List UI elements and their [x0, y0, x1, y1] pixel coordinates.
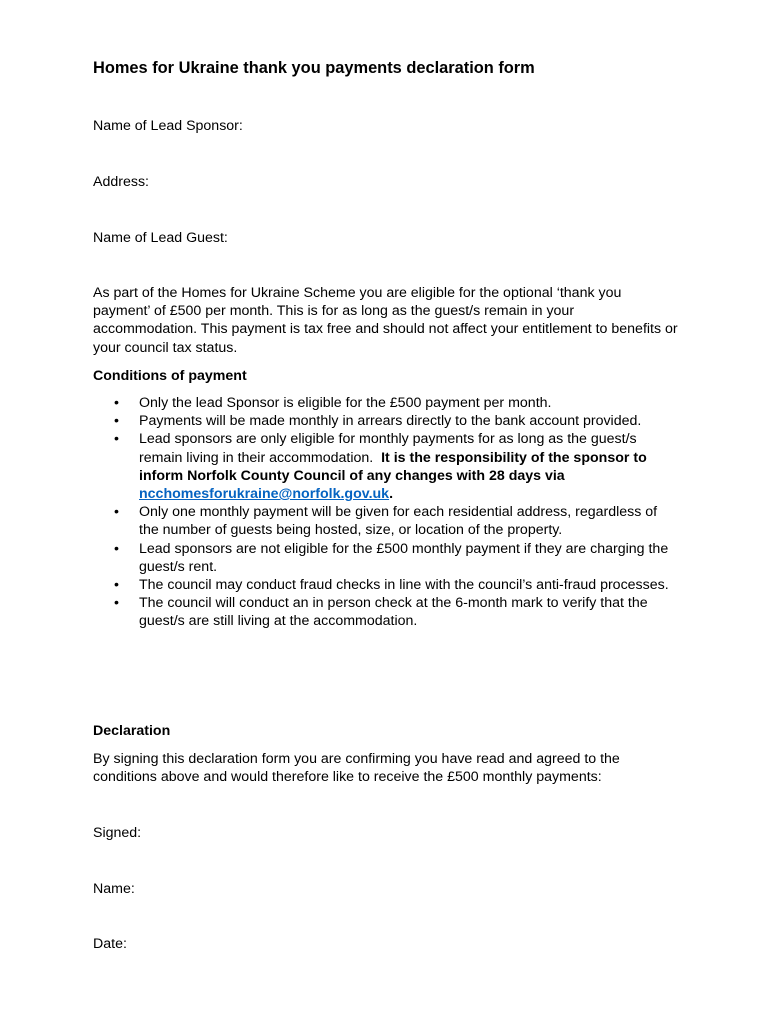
signed-field-label: Signed: — [93, 825, 142, 841]
condition-text: The council will conduct an in person check at the 6-month mark to verify that the guest/s are still living at the accommodation. — [139, 595, 648, 630]
lead-sponsor-field-label: Name of Lead Sponsor: — [93, 118, 243, 134]
bullet-icon: • — [114, 595, 119, 612]
page-title: Homes for Ukraine thank you payments declaration form — [93, 59, 535, 77]
intro-paragraph: As part of the Homes for Ukraine Scheme you are eligible for the optional ‘thank you payment’ of £500 per month. This is for as long as the guest/s remain in your accommodation. This payment is tax free and should not affect your entitlement to benefits or your council tax status. — [93, 285, 678, 356]
list-item — [93, 594, 678, 630]
list-item — [93, 430, 678, 503]
responsibility-notice: It is the responsibility of the sponsor to inform Norfolk County Council of any changes with 28 days via — [139, 449, 647, 484]
declaration-heading: Declaration — [93, 723, 171, 739]
date-field-label: Date: — [93, 936, 127, 952]
list-item — [93, 540, 678, 576]
bullet-icon: • — [114, 395, 119, 411]
bullet-icon: • — [114, 431, 119, 448]
condition-text: Lead sponsors are not eligible for the £500 monthly payment if they are charging the guest/s rent. — [139, 540, 669, 575]
condition-text: The council may conduct fraud checks in line with the council’s anti-fraud processes. — [139, 577, 669, 594]
address-field-label: Address: — [93, 174, 149, 190]
list-item — [93, 576, 678, 594]
conditions-heading: Conditions of payment — [93, 368, 247, 384]
bullet-icon: • — [114, 504, 119, 521]
bullet-icon: • — [114, 540, 119, 557]
name-field-label: Name: — [93, 881, 135, 897]
bullet-icon: • — [114, 577, 119, 594]
condition-text: Payments will be made monthly in arrears directly to the bank account provided. — [139, 413, 642, 430]
list-item — [93, 503, 678, 539]
list-item — [93, 412, 678, 430]
sentence-end: . — [389, 486, 394, 503]
declaration-text: By signing this declaration form you are confirming you have read and agreed to the conditions above and would therefore like to receive the £500 monthly payments: — [93, 751, 620, 786]
bullet-icon: • — [114, 413, 119, 430]
condition-text: Only the lead Sponsor is eligible for the £500 payment per month. — [139, 395, 552, 411]
condition-text: Lead sponsors are only eligible for monthly payments for as long as the guest/s remain living in their accommodation. — [139, 431, 637, 466]
list-item — [93, 394, 678, 412]
condition-text: Only one monthly payment will be given for each residential address, regardless of the number of guests being hosted, size, or location of the property. — [139, 504, 658, 539]
email-link[interactable]: ncchomesforukraine@norfolk.gov.uk — [139, 486, 390, 503]
conditions-list — [93, 394, 678, 631]
lead-guest-field-label: Name of Lead Guest: — [93, 230, 228, 246]
